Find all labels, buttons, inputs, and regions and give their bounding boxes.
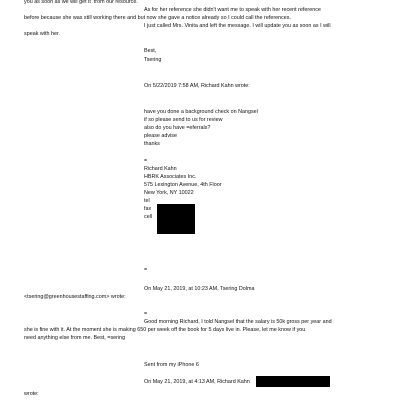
reply-header: On May 21, 2019, at 4:13 AM, Richard Kahn [144, 379, 250, 385]
body-line: I just called Mrs. Vinita and left the message. I will update you as soon as I will [144, 23, 331, 29]
body-line: she is fine with it. At the moment she is making 650 per week off the book for 5 days live in. Please, let me know if you [24, 327, 306, 333]
separator-mark: = [144, 158, 148, 164]
body-line: have you done a background check on Nangsel [144, 109, 258, 115]
reply-header: On May 21, 2019, at 10:23 AM, Tsering Dolma [144, 286, 255, 292]
body-line: Good morning Richard, I told Nangsel that the salary is 50k gross per year and [144, 319, 332, 325]
body-line: if so please send to us for review [144, 117, 223, 123]
body-line: As for her reference she didn't want me to speak with her recent reference [144, 7, 321, 13]
signature-tel-label: tel [144, 198, 150, 204]
reply-header-email: <tsering@greenhousestaffing.com> wrote: [24, 294, 126, 300]
signature-cell-label: cell [144, 214, 153, 220]
body-line: also do you have =eferrals? [144, 125, 211, 131]
signature-address: 575 Lexington Avenue, 4th Floor [144, 182, 222, 188]
redaction-box [256, 376, 330, 387]
signoff-line: Best, [144, 48, 157, 54]
body-line: need anything else from me. Best, =sering [24, 335, 126, 341]
body-line: please advise [144, 133, 177, 139]
body-line: before because she was still working there and but now she gave a notice already so I could call the references. [24, 15, 291, 21]
signature-name: Richard Kahn [144, 166, 177, 172]
body-line: you as soon as we will get it from our resource. [24, 0, 138, 5]
signature-fax-label: fax [144, 206, 152, 212]
reply-header: On 5/22/2019 7:58 AM, Richard Kahn wrote: [144, 83, 250, 89]
reply-header-end: wrote: [24, 391, 39, 397]
device-signature: Sent from my iPhone 6 [144, 362, 199, 368]
body-line: speak with her. [24, 31, 60, 37]
signature-name: Tsering [144, 57, 162, 63]
body-line: thanks [144, 141, 160, 147]
signature-company: HBRK Associates Inc. [144, 174, 197, 180]
separator-mark: = [144, 267, 148, 273]
redaction-box [157, 204, 195, 234]
separator-mark: = [144, 311, 148, 317]
signature-city: New York, NY 10022 [144, 190, 194, 196]
